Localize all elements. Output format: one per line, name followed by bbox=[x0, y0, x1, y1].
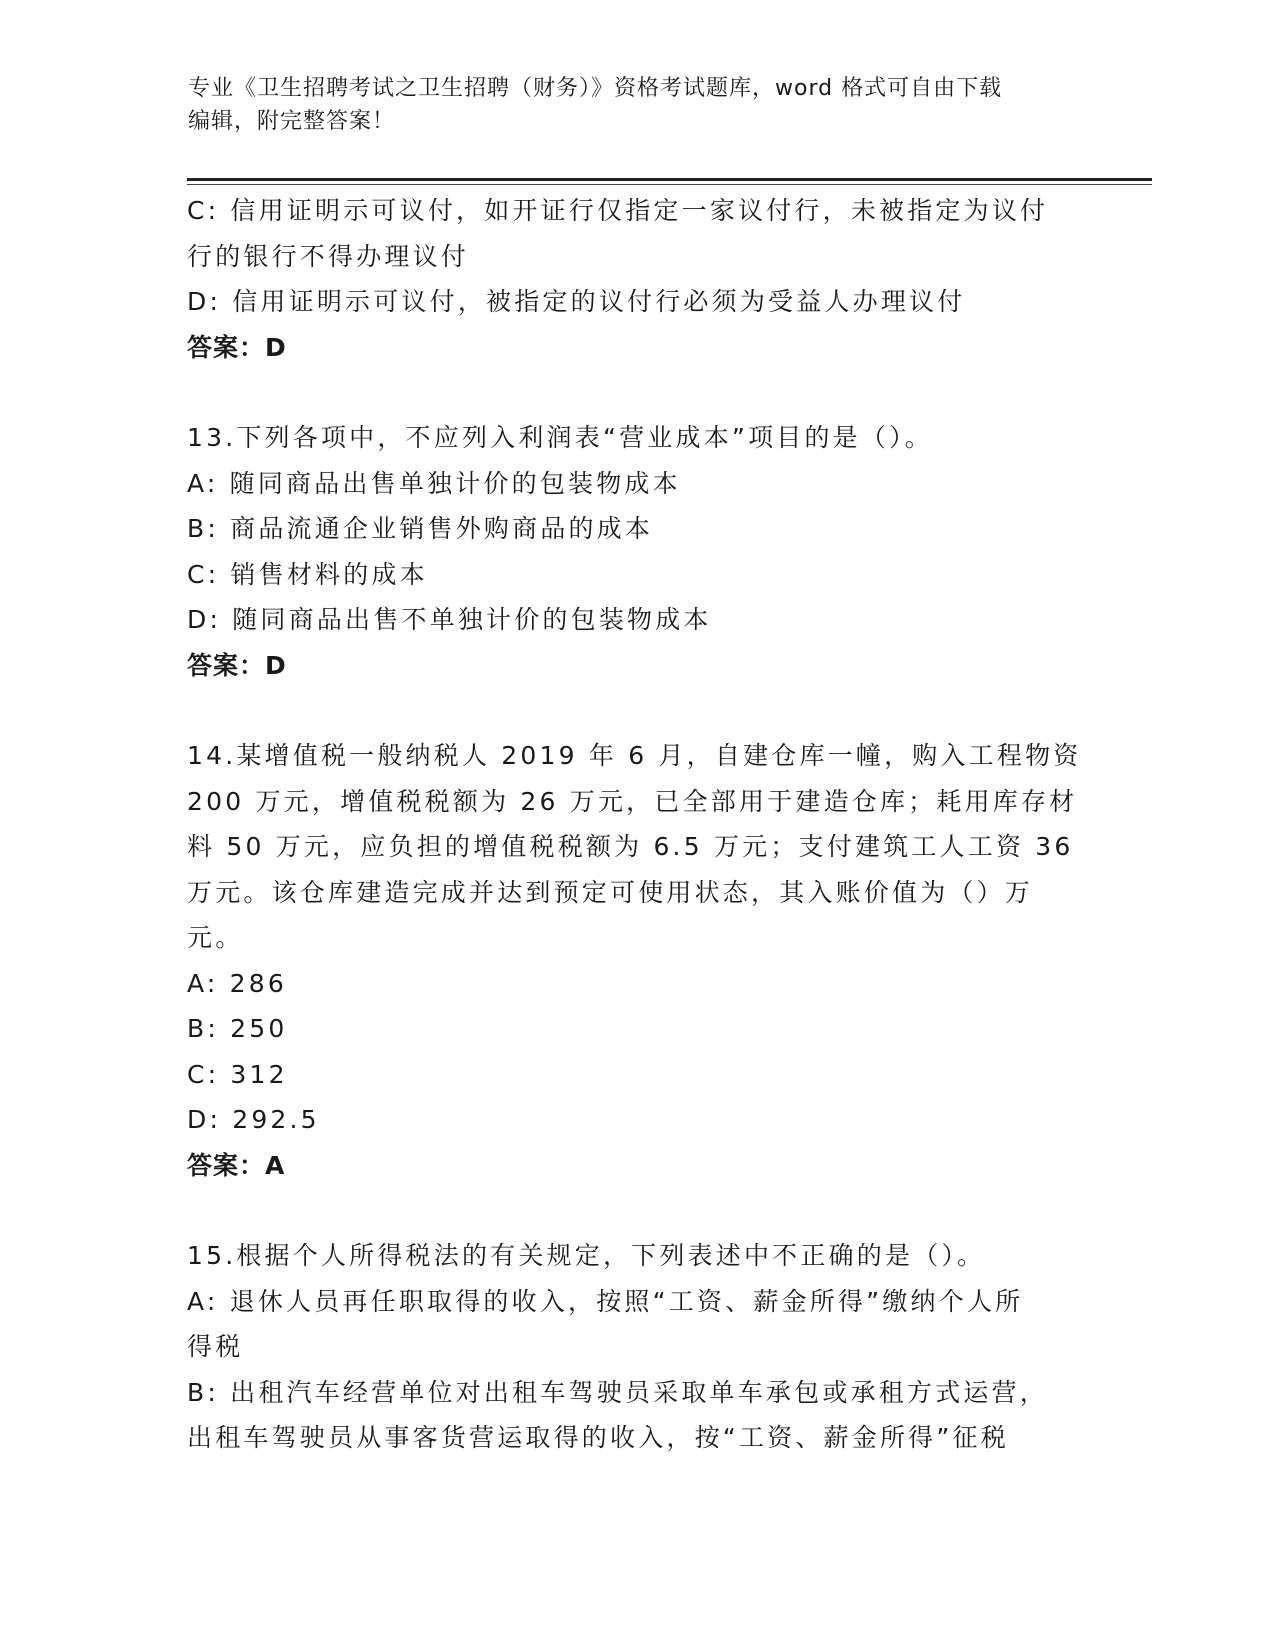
answer-label: 答案：D bbox=[187, 650, 287, 680]
option-d: D: 信用证明示可议付，被指定的议付行必须为受益人办理议付 bbox=[187, 287, 966, 316]
header-divider bbox=[187, 178, 1152, 181]
option-d: D: 随同商品出售不单独计价的包装物成本 bbox=[187, 605, 712, 634]
option-c: C: 销售材料的成本 bbox=[187, 559, 428, 589]
option-b: B: 商品流通企业销售外购商品的成本 bbox=[187, 514, 654, 543]
question-content bbox=[187, 188, 1087, 1461]
option-a: A: 随同商品出售单独计价的包装物成本 bbox=[187, 468, 681, 498]
option-a-continued: 得税 bbox=[187, 1332, 244, 1361]
answer-label: 答案：D bbox=[187, 332, 287, 362]
question-12 bbox=[187, 188, 1087, 370]
question-13 bbox=[187, 415, 1087, 688]
header-line: 专业《卫生招聘考试之卫生招聘（财务）》资格考试题库，word 格式可自由下载 bbox=[188, 76, 1003, 101]
question-stem: 万元。该仓库建造完成并达到预定可使用状态，其入账价值为（）万 bbox=[187, 877, 1034, 907]
option-a: A: 退休人员再任职取得的收入，按照“工资、薪金所得”缴纳个人所 bbox=[187, 1286, 1024, 1316]
question-stem: 200 万元，增值税税额为 26 万元，已全部用于建造仓库；耗用库存材 bbox=[187, 786, 1078, 816]
document-header bbox=[188, 72, 1088, 138]
option-b-continued: 出租车驾驶员从事客货营运取得的收入，按“工资、薪金所得”征税 bbox=[187, 1423, 1009, 1452]
option-c: C: 信用证明示可议付，如开证行仅指定一家议付行，未被指定为议付 bbox=[187, 196, 1049, 225]
header-divider-thin bbox=[187, 184, 1152, 185]
option-b: B: 250 bbox=[187, 1014, 288, 1043]
question-stem: 元。 bbox=[187, 923, 244, 952]
question-14 bbox=[187, 733, 1087, 1188]
option-d: D: 292.5 bbox=[187, 1105, 320, 1134]
question-stem: 料 50 万元，应负担的增值税税额为 6.5 万元；支付建筑工人工资 36 bbox=[187, 832, 1074, 861]
question-stem: 14.某增值税一般纳税人 2019 年 6 月，自建仓库一幢，购入工程物资 bbox=[187, 741, 1082, 770]
option-c-continued: 行的银行不得办理议付 bbox=[187, 241, 470, 271]
question-15 bbox=[187, 1233, 1087, 1461]
question-stem: 13.下列各项中，不应列入利润表“营业成本”项目的是（）。 bbox=[187, 423, 933, 452]
option-a: A: 286 bbox=[187, 968, 287, 998]
header-line: 编辑，附完整答案！ bbox=[188, 109, 396, 134]
answer-label: 答案：A bbox=[187, 1150, 286, 1180]
option-b: B: 出租汽车经营单位对出租车驾驶员采取单车承包或承租方式运营， bbox=[187, 1377, 1048, 1407]
question-stem: 15.根据个人所得税法的有关规定，下列表述中不正确的是（）。 bbox=[187, 1241, 986, 1270]
option-c: C: 312 bbox=[187, 1059, 288, 1089]
